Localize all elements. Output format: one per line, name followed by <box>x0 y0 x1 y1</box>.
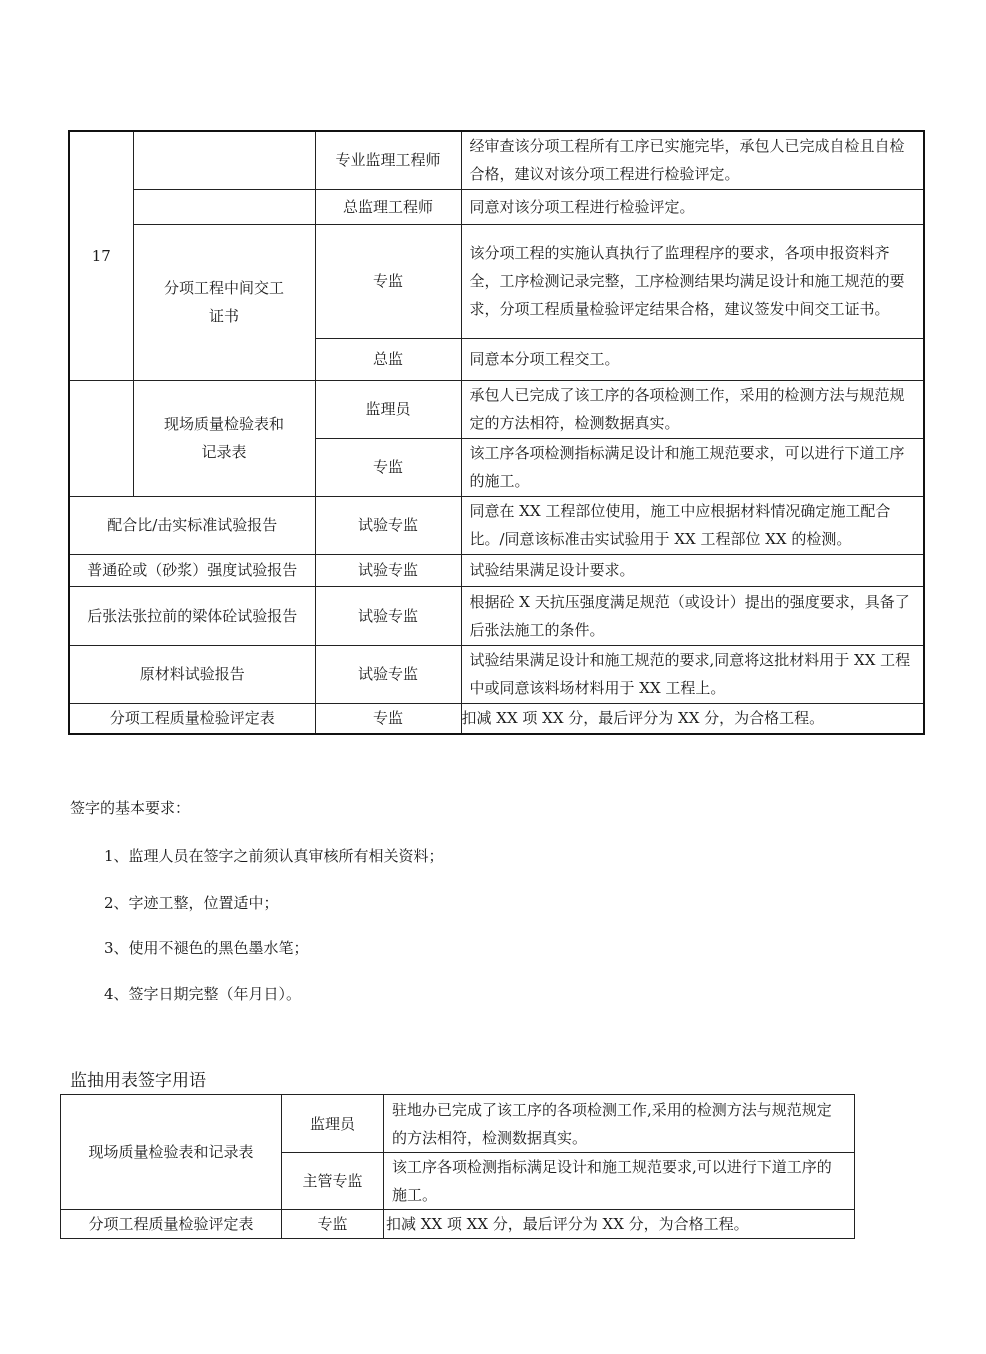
phrase-cell: 承包人已完成了该工序的各项检测工作，采用的检测方法与规范规定的方法相符，检测数据真实。 <box>461 380 924 438</box>
table2-title: 监抽用表签字用语 <box>70 1071 206 1091</box>
document-name-cell: 后张法张拉前的梁体砼试验报告 <box>69 586 315 645</box>
document-name-cell: 原材料试验报告 <box>69 645 315 703</box>
role-cell: 专监 <box>315 703 461 734</box>
role-cell: 主管专监 <box>282 1153 384 1210</box>
role-cell: 总监 <box>315 338 461 380</box>
phrase-cell: 扣减 XX 项 XX 分，最后评分为 XX 分，为合格工程。 <box>461 703 924 734</box>
row-number-cell: 17 <box>69 131 133 380</box>
table-row <box>61 1210 855 1239</box>
phrase-cell: 该分项工程的实施认真执行了监理程序的要求，各项申报资料齐全，工序检测记录完整，工序检测结果均满足设计和施工规范的要求，分项工程质量检验评定结果合格，建议签发中间交工证书。 <box>461 224 924 338</box>
role-cell: 监理员 <box>315 380 461 438</box>
requirement-item: 4、签字日期完整（年月日）。 <box>104 985 302 1003</box>
requirement-item: 3、使用不褪色的黑色墨水笔； <box>104 939 309 957</box>
table-row <box>69 496 924 554</box>
phrase-cell: 根据砼 X 天抗压强度满足规范（或设计）提出的强度要求，具备了后张法施工的条件。 <box>461 586 924 645</box>
table-row <box>69 380 924 438</box>
role-cell: 监理员 <box>282 1095 384 1153</box>
phrase-cell: 扣减 XX 项 XX 分，最后评分为 XX 分，为合格工程。 <box>384 1210 855 1239</box>
document-name-cell: 配合比/击实标准试验报告 <box>69 496 315 554</box>
table-row <box>69 703 924 734</box>
phrase-cell: 试验结果满足设计和施工规范的要求,同意将这批材料用于 XX 工程中或同意该料场材料用于 XX 工程上。 <box>461 645 924 703</box>
table-row <box>69 131 924 189</box>
role-cell: 专监 <box>315 438 461 496</box>
document-name-cell: 分项工程中间交工证书 <box>133 224 315 380</box>
role-cell: 试验专监 <box>315 496 461 554</box>
document-name-cell: 分项工程质量检验评定表 <box>69 703 315 734</box>
role-cell: 试验专监 <box>315 554 461 586</box>
phrase-cell: 驻地办已完成了该工序的各项检测工作,采用的检测方法与规范规定的方法相符，检测数据真实。 <box>384 1095 855 1153</box>
requirements-title: 签字的基本要求： <box>70 799 191 817</box>
phrase-cell: 试验结果满足设计要求。 <box>461 554 924 586</box>
empty-cell <box>133 131 315 189</box>
phrase-cell: 经审查该分项工程所有工序已实施完毕，承包人已完成自检且自检合格，建议对该分项工程进行检验评定。 <box>461 131 924 189</box>
role-cell: 总监理工程师 <box>315 189 461 224</box>
document-name-cell: 现场质量检验表和记录表 <box>133 380 315 496</box>
document-name-cell: 现场质量检验表和记录表 <box>61 1095 282 1210</box>
role-cell: 专监 <box>315 224 461 338</box>
role-cell: 专业监理工程师 <box>315 131 461 189</box>
phrase-cell: 同意对该分项工程进行检验评定。 <box>461 189 924 224</box>
signature-phrases-table <box>68 130 925 735</box>
requirement-item: 1、监理人员在签字之前须认真审核所有相关资料； <box>104 847 444 865</box>
table-row <box>69 189 924 224</box>
document-name-cell: 分项工程质量检验评定表 <box>61 1210 282 1239</box>
phrase-cell: 同意本分项工程交工。 <box>461 338 924 380</box>
phrase-cell: 同意在 XX 工程部位使用，施工中应根据材料情况确定施工配合比。/同意该标准击实试验用于 XX 工程部位 XX 的检测。 <box>461 496 924 554</box>
empty-cell <box>133 189 315 224</box>
table-row <box>69 586 924 645</box>
phrase-cell: 该工序各项检测指标满足设计和施工规范要求，可以进行下道工序的施工。 <box>461 438 924 496</box>
table-row <box>61 1095 855 1153</box>
phrase-cell: 该工序各项检测指标满足设计和施工规范要求,可以进行下道工序的施工。 <box>384 1153 855 1210</box>
table-row <box>69 554 924 586</box>
role-cell: 试验专监 <box>315 645 461 703</box>
document-name-cell: 普通砼或（砂浆）强度试验报告 <box>69 554 315 586</box>
table-row <box>69 645 924 703</box>
sampling-phrases-table <box>60 1094 855 1239</box>
table-row <box>69 224 924 338</box>
empty-cell <box>69 380 133 496</box>
role-cell: 专监 <box>282 1210 384 1239</box>
role-cell: 试验专监 <box>315 586 461 645</box>
requirement-item: 2、字迹工整，位置适中； <box>104 894 279 912</box>
